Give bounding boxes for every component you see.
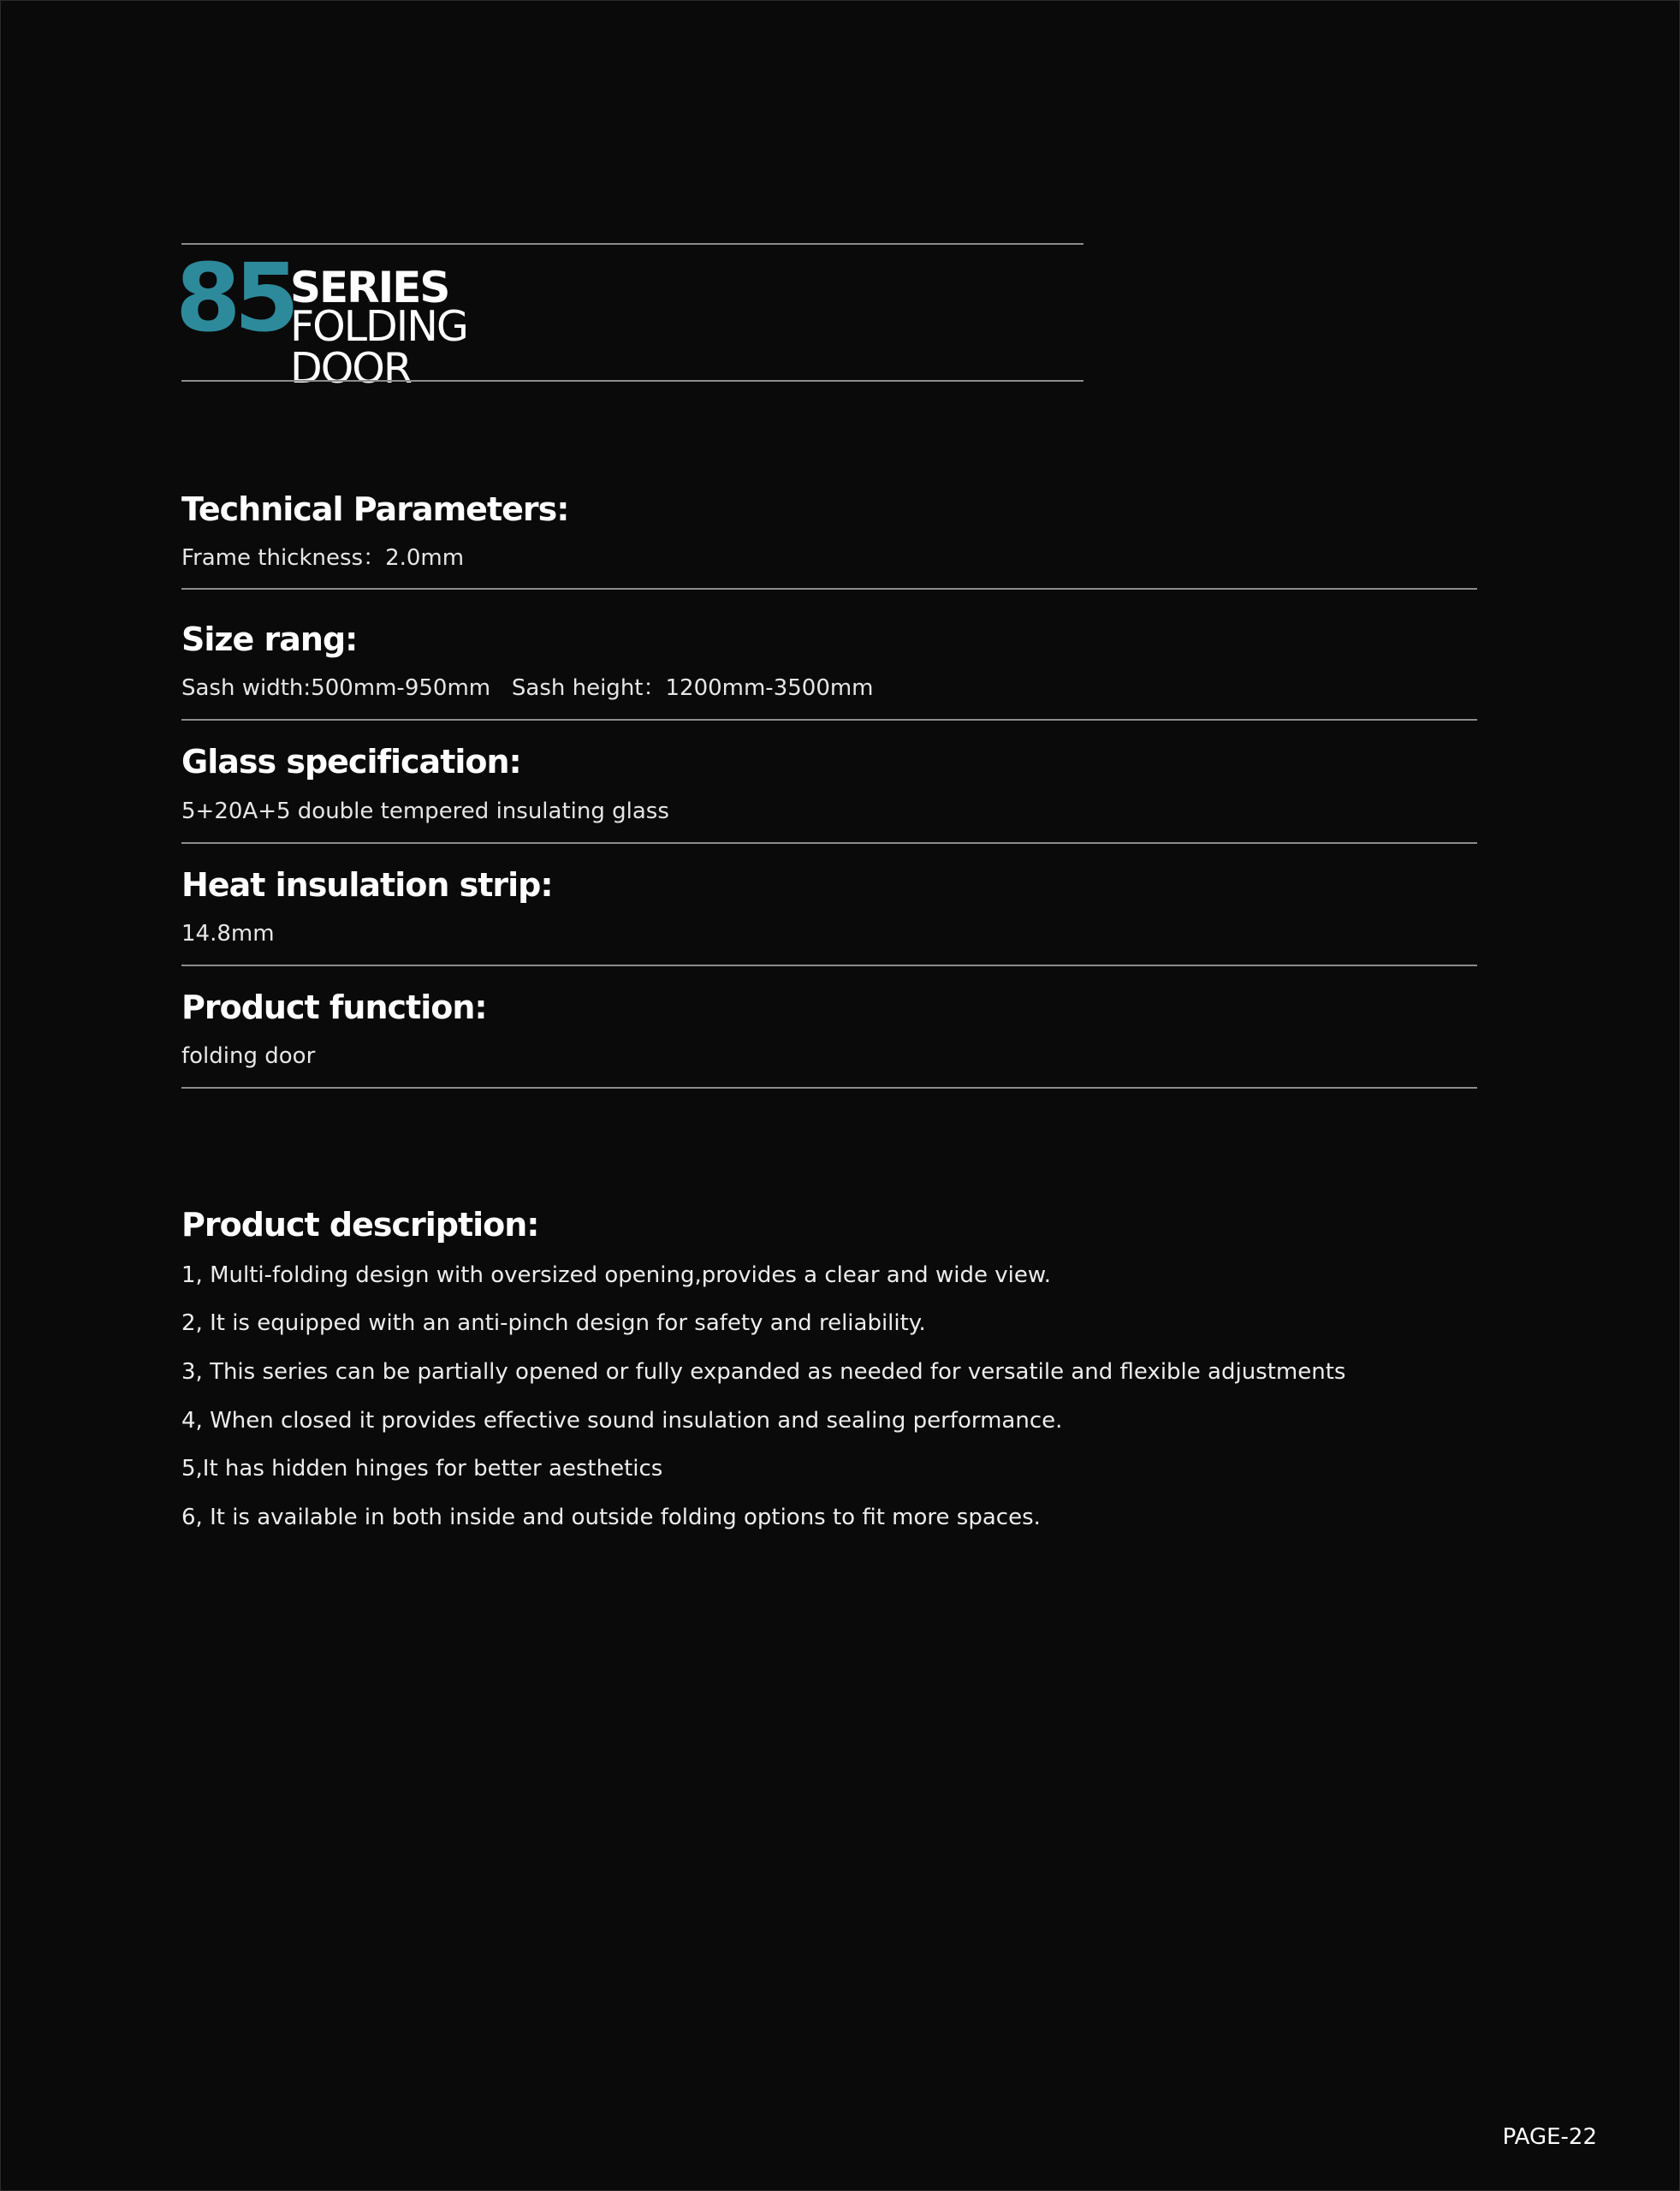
heat-insulation-strip-heading: Heat insulation strip: [181, 866, 553, 904]
description-item: 2, It is equipped with an anti-pinch design for safety and reliability. [181, 1310, 926, 1336]
parameter-divider [181, 719, 1477, 721]
description-item: 4, When closed it provides effective sound insulation and sealing performance. [181, 1408, 1063, 1434]
description-item: 5,It has hidden hinges for better aesthetics [181, 1456, 663, 1481]
parameter-divider [181, 1087, 1477, 1089]
heat-insulation-strip-value: 14.8mm [181, 921, 275, 947]
size-range-value: Sash width:500mm-950mm Sash height：1200mm-3500mm [181, 675, 874, 701]
glass-specification-value: 5+20A+5 double tempered insulating glass [181, 799, 669, 824]
glass-specification-heading: Glass specification: [181, 743, 521, 781]
description-item: 3, This series can be partially opened or fully expanded as needed for versatile and flexible adjustments [181, 1359, 1346, 1385]
description-item: 1, Multi-folding design with oversized opening,provides a clear and wide view. [181, 1262, 1051, 1288]
series-number: 85 [175, 243, 294, 353]
frame-thickness-value: Frame thickness：2.0mm [181, 545, 465, 571]
parameter-divider [181, 588, 1477, 590]
series-label: SERIES [290, 263, 449, 312]
technical-parameters-heading: Technical Parameters: [181, 490, 569, 528]
title-top-divider [181, 243, 1083, 245]
product-description-heading: Product description: [181, 1206, 539, 1244]
parameter-divider [181, 965, 1477, 966]
size-range-heading: Size rang: [181, 620, 358, 658]
page-number: PAGE-22 [1502, 2124, 1597, 2150]
title-bottom-divider [181, 380, 1083, 382]
product-name: FOLDING DOOR [290, 302, 467, 393]
product-function-value: folding door [181, 1043, 316, 1069]
description-item: 6, It is available in both inside and outside folding options to fit more spaces. [181, 1505, 1041, 1530]
parameter-divider [181, 842, 1477, 844]
product-function-heading: Product function: [181, 989, 487, 1026]
